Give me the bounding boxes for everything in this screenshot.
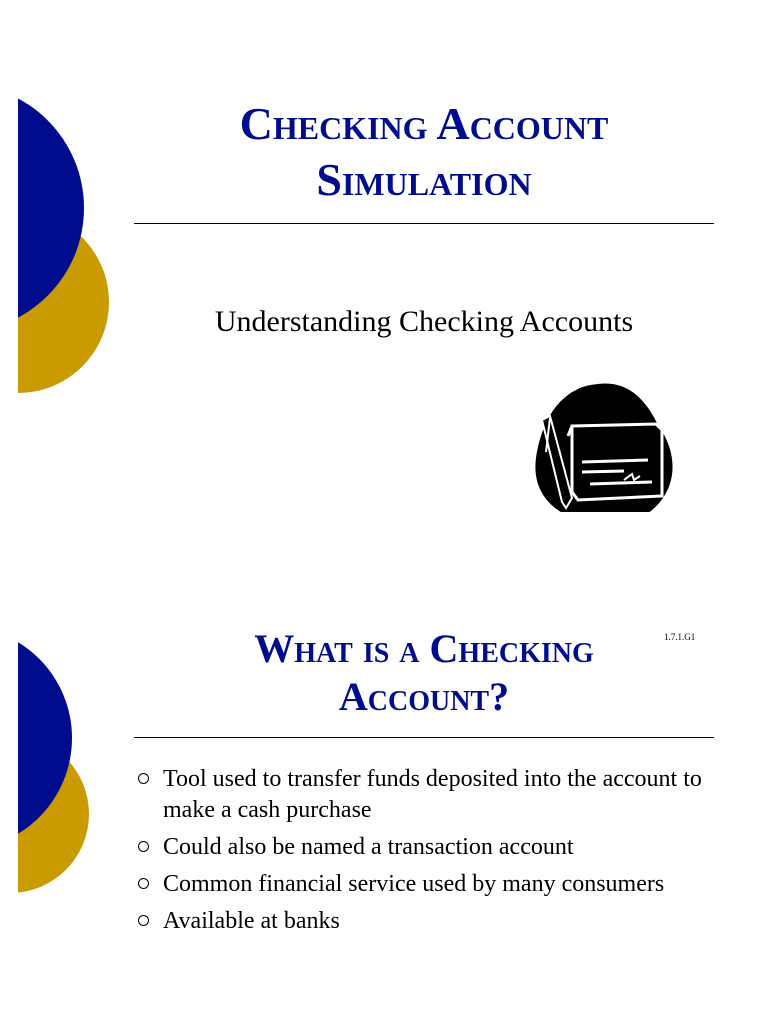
list-item (134, 906, 734, 937)
bullet-text: Tool used to transfer funds deposited into the account to make a cash purchase (163, 766, 702, 823)
list-item (134, 764, 734, 826)
list-item (134, 869, 734, 900)
slide-2 (0, 512, 768, 1024)
title-divider (134, 737, 714, 738)
decorative-circles (0, 512, 120, 1024)
list-item (134, 832, 734, 863)
bullet-text: Available at banks (163, 908, 340, 934)
slide-1-subtitle: Understanding Checking Accounts (214, 305, 634, 338)
bullet-list (134, 764, 734, 943)
slide-2-title (134, 625, 714, 721)
slide-2-title-line-2: Account? (338, 674, 510, 719)
decorative-circles (0, 0, 120, 512)
slide-2-title-line-1: What is a Checking (254, 626, 594, 671)
slide-number: 1.7.1.G1 (664, 632, 696, 642)
check-and-pen-icon (528, 380, 678, 512)
slide-1-title-line-2: Simulation (316, 154, 532, 205)
circle-bullet-icon (138, 773, 149, 784)
slide-1-title (134, 96, 714, 208)
bullet-text: Could also be named a transaction account (163, 834, 574, 860)
circle-bullet-icon (138, 878, 149, 889)
circle-bullet-icon (138, 841, 149, 852)
bullet-text: Common financial service used by many consumers (163, 871, 665, 897)
title-divider (134, 223, 714, 224)
circle-bullet-icon (138, 915, 149, 926)
slide-1-title-line-1: Checking Account (239, 98, 609, 149)
